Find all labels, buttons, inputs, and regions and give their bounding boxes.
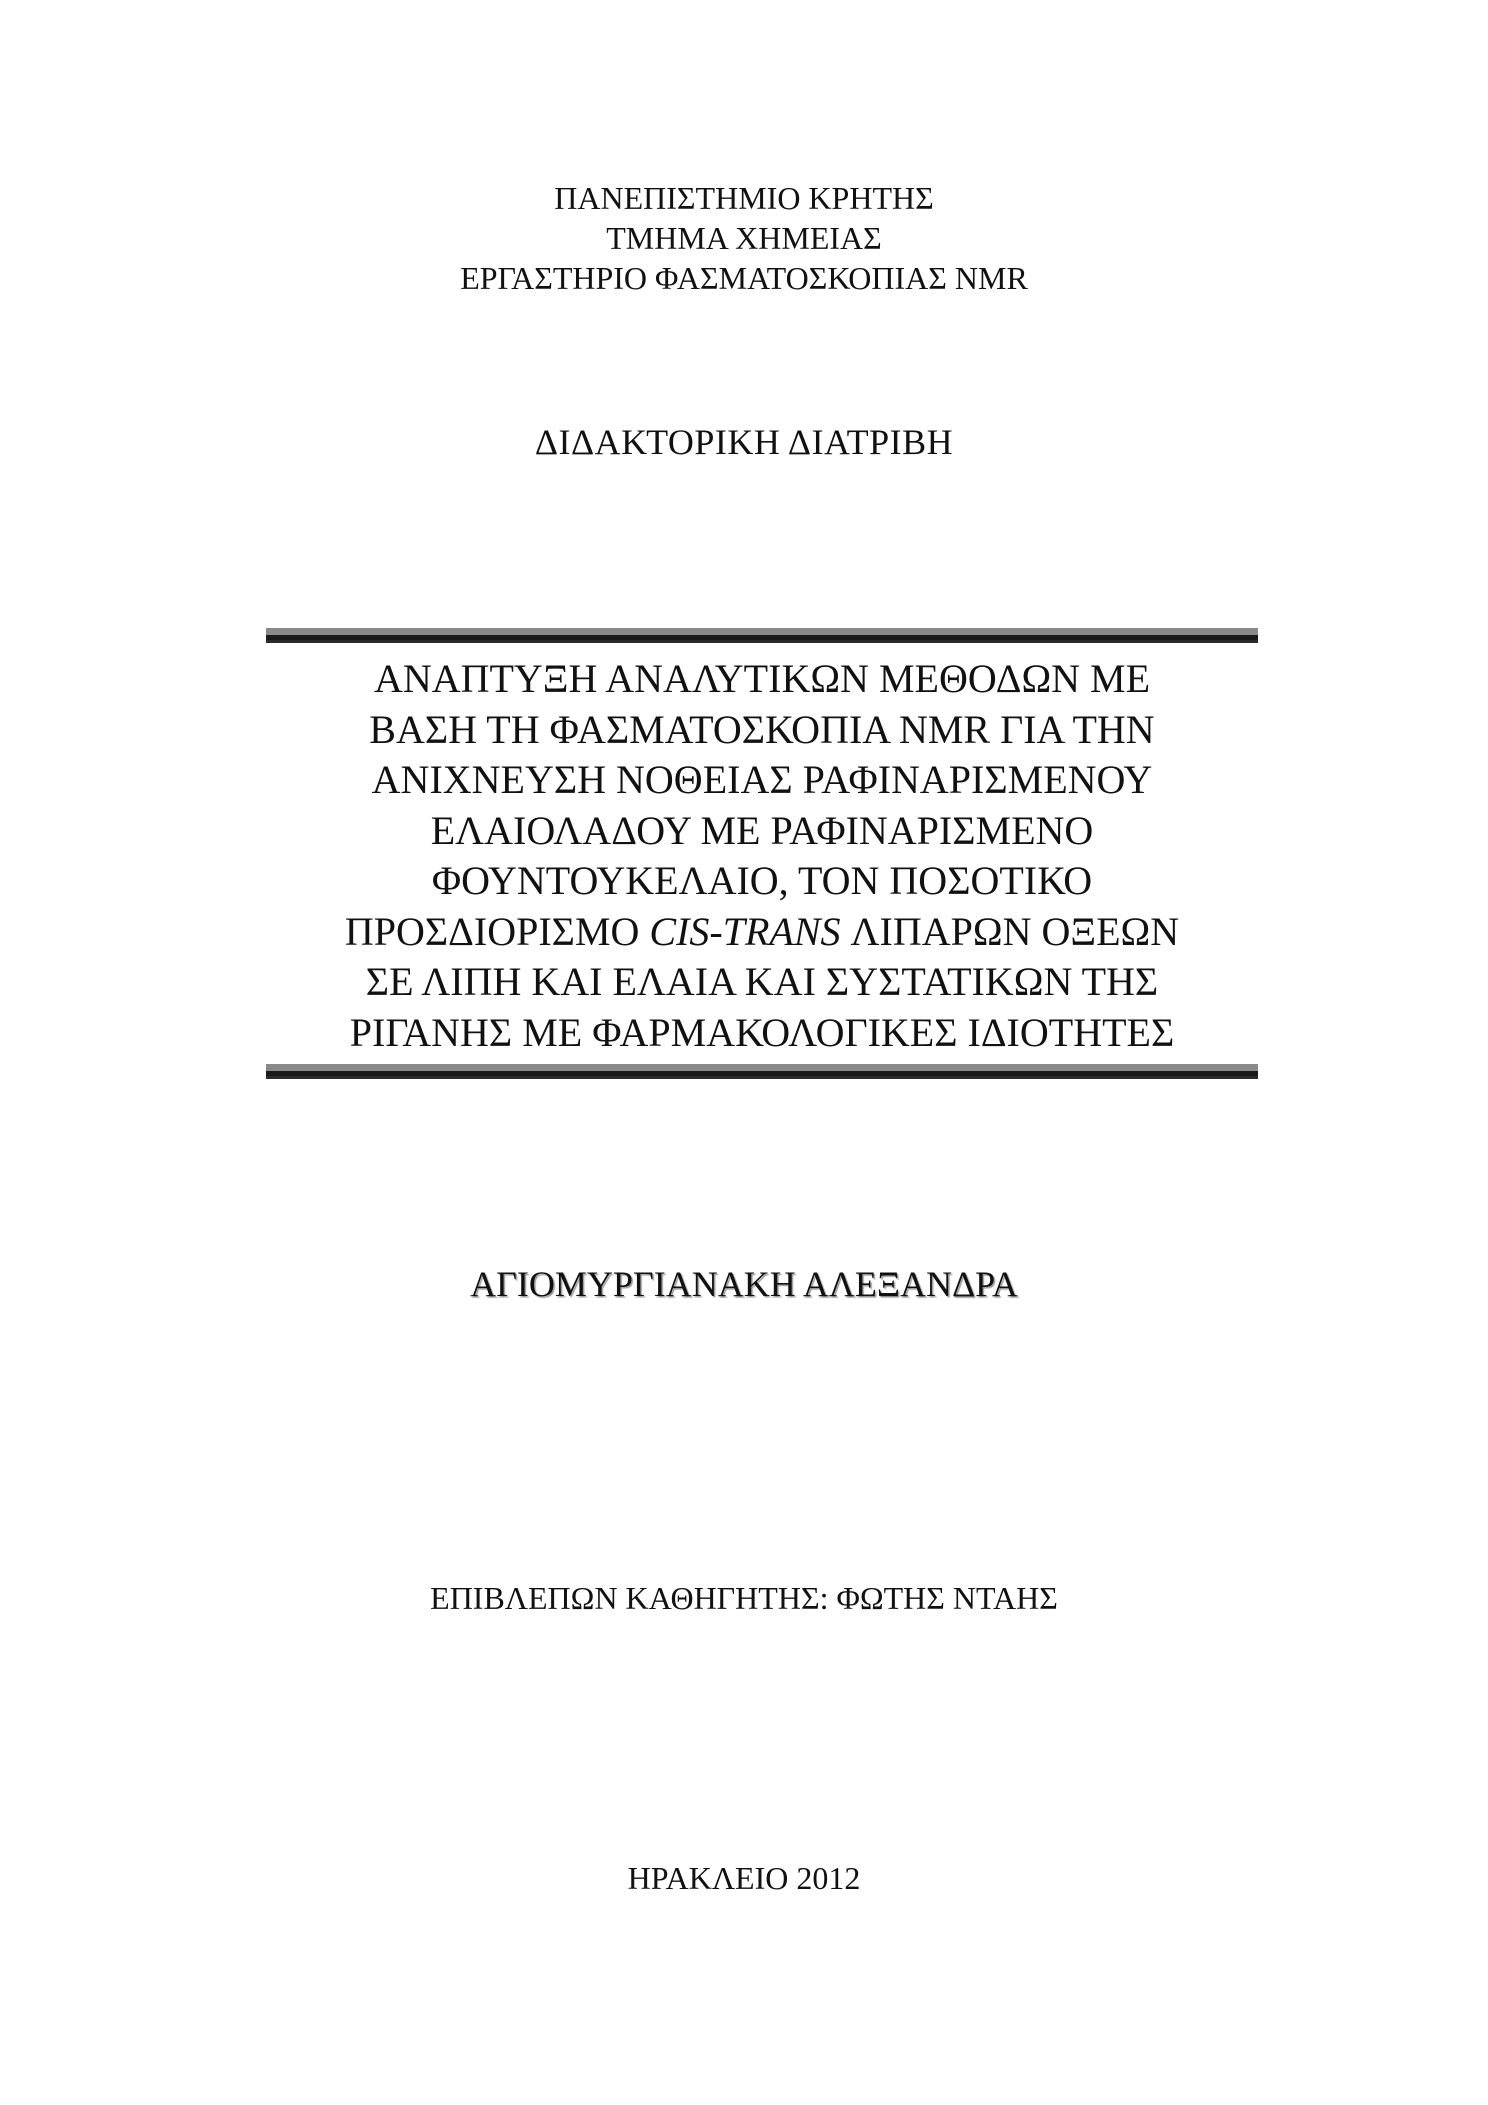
place-and-year: ΗΡΑΚΛΕΙΟ 2012 [627,1860,861,1896]
title-line-8: ΡΙΓΑΝΗΣ ΜΕ ΦΑΡΜΑΚΟΛΟΓΙΚΕΣ ΙΔΙΟΤΗΤΕΣ [349,1009,1175,1055]
supervisor-line: ΕΠΙΒΛΕΠΩΝ ΚΑΘΗΓΗΤΗΣ: ΦΩΤΗΣ ΝΤΑΗΣ [430,1580,1058,1616]
department-name: ΤΜΗΜΑ ΧΗΜΕΙΑΣ [606,220,882,256]
title-line-6 [266,907,1258,958]
title-line-6-start: ΠΡΟΣΔΙΟΡΙΣΜΟ [344,908,650,954]
title-line-4: ΕΛΑΙΟΛΑΔΟΥ ΜΕ ΡΑΦΙΝΑΡΙΣΜΕΝΟ [430,807,1094,853]
title-line-6-italic-term: CIS-TRANS [649,908,841,954]
title-line-5: ΦΟΥΝΤΟΥΚΕΛΑΙΟ, ΤΟΝ ΠΟΣΟΤΙΚΟ [431,858,1093,903]
title-line-2: ΒΑΣΗ ΤΗ ΦΑΣΜΑΤΟΣΚΟΠΙΑ NMR ΓΙΑ ΤΗΝ [369,706,1155,752]
author-name: ΑΓΙΟΜΥΡΓΙΑΝΑΚΗ ΑΛΕΞΑΝΔΡΑ [470,1264,1018,1304]
document-type: ΔΙΔΑΚΤΟΡΙΚΗ ΔΙΑΤΡΙΒΗ [534,422,954,462]
bottom-rule-divider [266,1064,1258,1080]
title-line-7: ΣΕ ΛΙΠΗ ΚΑΙ ΕΛΑΙΑ ΚΑΙ ΣΥΣΤΑΤΙΚΩΝ ΤΗΣ [365,959,1159,1004]
title-line-3: ΑΝΙΧΝΕΥΣΗ ΝΟΘΕΙΑΣ ΡΑΦΙΝΑΡΙΣΜΕΝΟΥ [371,757,1153,802]
thesis-title [266,654,1258,1058]
title-line-6-end: ΛΙΠΑΡΩΝ ΟΞΕΩΝ [840,908,1180,954]
university-name: ΠΑΝΕΠΙΣΤΗΜΙΟ ΚΡΗΤΗΣ [554,180,934,216]
laboratory-name: ΕΡΓΑΣΤΗΡΙΟ ΦΑΣΜΑΤΟΣΚΟΠΙΑΣ NMR [460,260,1028,296]
title-line-1: ΑΝΑΠΤΥΞΗ ΑΝΑΛΥΤΙΚΩΝ ΜΕΘΟΔΩΝ ΜΕ [373,656,1151,701]
thesis-title-frame [266,628,1258,1080]
top-rule-divider [266,628,1258,644]
institution-header [0,178,1488,298]
